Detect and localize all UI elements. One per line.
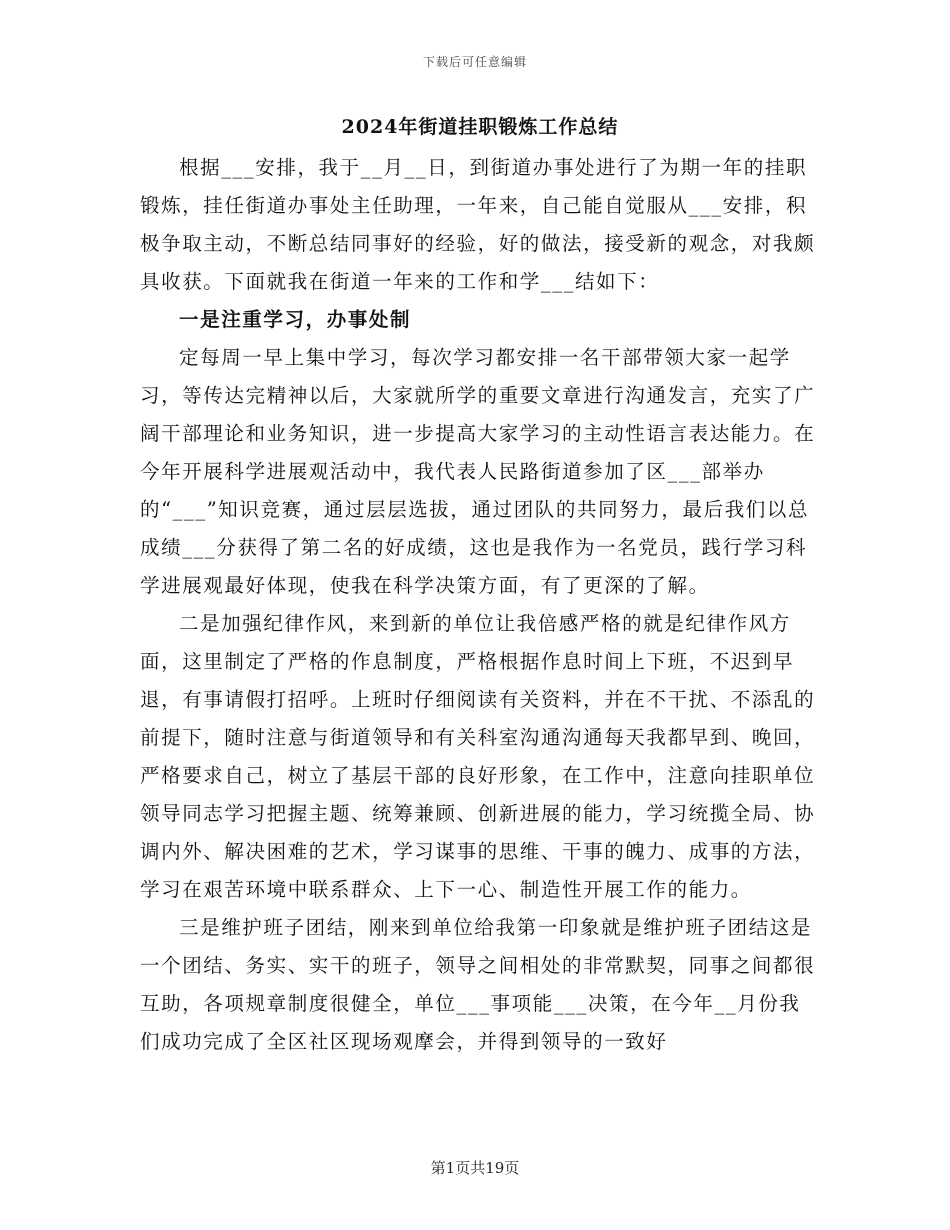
header-note: 下载后可任意编辑 [422,55,527,69]
paragraph-study: 定每周一早上集中学习，每次学习都安排一名干部带领大家一起学习，等传达完精神以后，大家就所学的重要文章进行沟通发言，充实了广阔干部理论和业务知识，进一步提高大家学习的主动性语言表达能力。在今年开展科学进展观活动中，我代表人民路街道参加了区___部举办的“___”知识竞赛，通过层层选拔，通过团队的共同努力，最后我们以总成绩___分获得了第二名的好成绩，这也是我作为一名党员，践行学习科学进展观最好体现，使我在科学决策方面，有了更深的了解。 [140,346,816,597]
paragraph-intro: 根据___安排，我于__月__日，到街道办事处进行了为期一年的挂职锻炼，挂任街道办事处主任助理，一年来，自己能自觉服从___安排，积极争取主动，不断总结同事好的经验，好的做法，接受新的观念，对我颇具收获。下面就我在街道一年来的工作和学___结如下： [140,156,816,293]
section-heading-study: 一是注重学习，办事处制 [179,308,412,331]
page-number-footer: 第1页共19页 [430,1159,520,1177]
paragraph-discipline: 二是加强纪律作风，来到新的单位让我倍感严格的就是纪律作风方面，这里制定了严格的作息制度，严格根据作息时间上下班，不迟到早退，有事请假打招呼。上班时仔细阅读有关资料，并在不干扰、不添乱的前提下，随时注意与街道领导和有关科室沟通沟通每天我都早到、晚回，严格要求自己，树立了基层干部的良好形象，在工作中，注意向挂职单位领导同志学习把握主题、统筹兼顾、创新进展的能力，学习统揽全局、协调内外、解决困难的艺术，学习谋事的思维、干事的魄力、成事的方法，学习在艰苦环境中联系群众、上下一心、制造性开展工作的能力。 [140,612,816,901]
document-title: 2024年街道挂职锻炼工作总结 [341,116,619,138]
paragraph-unity: 三是维护班子团结，刚来到单位给我第一印象就是维护班子团结这是一个团结、务实、实干的班子，领导之间相处的非常默契，同事之间都很互助，各项规章制度很健全，单位___事项能___决策，在今年__月份我们成功完成了全区社区现场观摩会，并得到领导的一致好 [140,916,816,1053]
document-body [140,149,820,1061]
